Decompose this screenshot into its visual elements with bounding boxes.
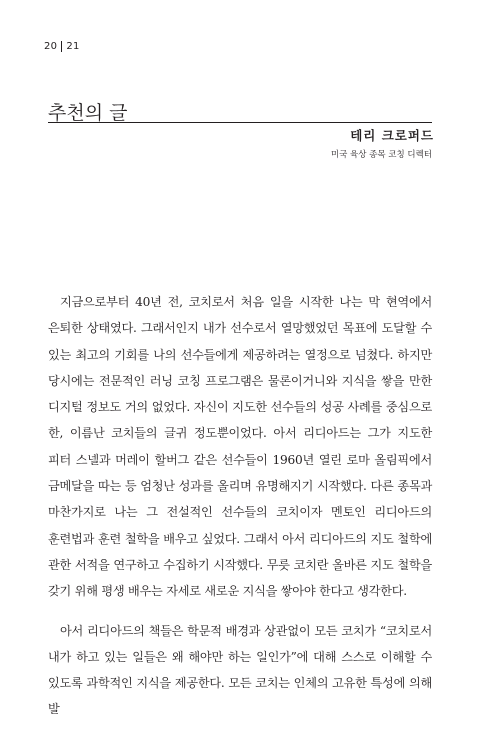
title-underline — [48, 122, 432, 123]
right-page-number: 21 — [66, 41, 80, 52]
body-text — [48, 289, 432, 723]
paragraph: 아서 리디아드의 책들은 학문적 배경과 상관없이 모든 코치가 “코치로서 내가 하고 있는 일들은 왜 해야만 하는 일인가”에 대해 스스로 이해할 수 있도록 과학적인 지식을 제공한다. 모든 코치는 인체의 고유한 특성에 의해 발 — [48, 623, 432, 717]
page-number-divider — [61, 41, 62, 52]
chapter-title: 추천의 글 — [48, 102, 128, 124]
paragraph: 지금으로부터 40년 전, 코치로서 처음 일을 시작한 나는 막 현역에서 은퇴한 상태였다. 그래서인지 내가 선수로서 열망했었던 목표에 도달할 수 있는 최고의 기회를 나의 선수들에게 제공하려는 열정으로 넘쳤다. 하지만 당시에는 전문적인 러닝 코칭 프로그램은 물론이거니와 지식을 쌓을 만한 디지털 정보도 거의 없었다. 자신이 지도한 선수들의 성공 사례를 중심으로 한, 이름난 코치들의 글귀 정도뿐이었다. 아서 리디아드는 그가 지도한 피터 스넬과 머레이 할버그 같은 선수들이 1960년 열린 로마 올림픽에서 금메달을 따는 등 엄청난 성과를 올리며 유명해지기 시작했다. 다른 종목과 마찬가지로 나는 그 전설적인 선수들의 코치이자 멘토인 리디아드의 훈련법과 훈련 철학을 배우고 싶었다. 그래서 아서 리디아드의 지도 철학에 관한 서적을 연구하고 수집하기 시작했다. 무릇 코치란 올바른 지도 철학을 갖기 위해 평생 배우는 자세로 새로운 지식을 쌓아야 한다고 생각한다. — [48, 295, 432, 599]
left-page-number: 20 — [44, 41, 58, 52]
author-role: 미국 육상 종목 코칭 디렉터 — [330, 150, 432, 160]
author-name: 테리 크로퍼드 — [350, 128, 434, 143]
page-numbers — [44, 41, 80, 52]
